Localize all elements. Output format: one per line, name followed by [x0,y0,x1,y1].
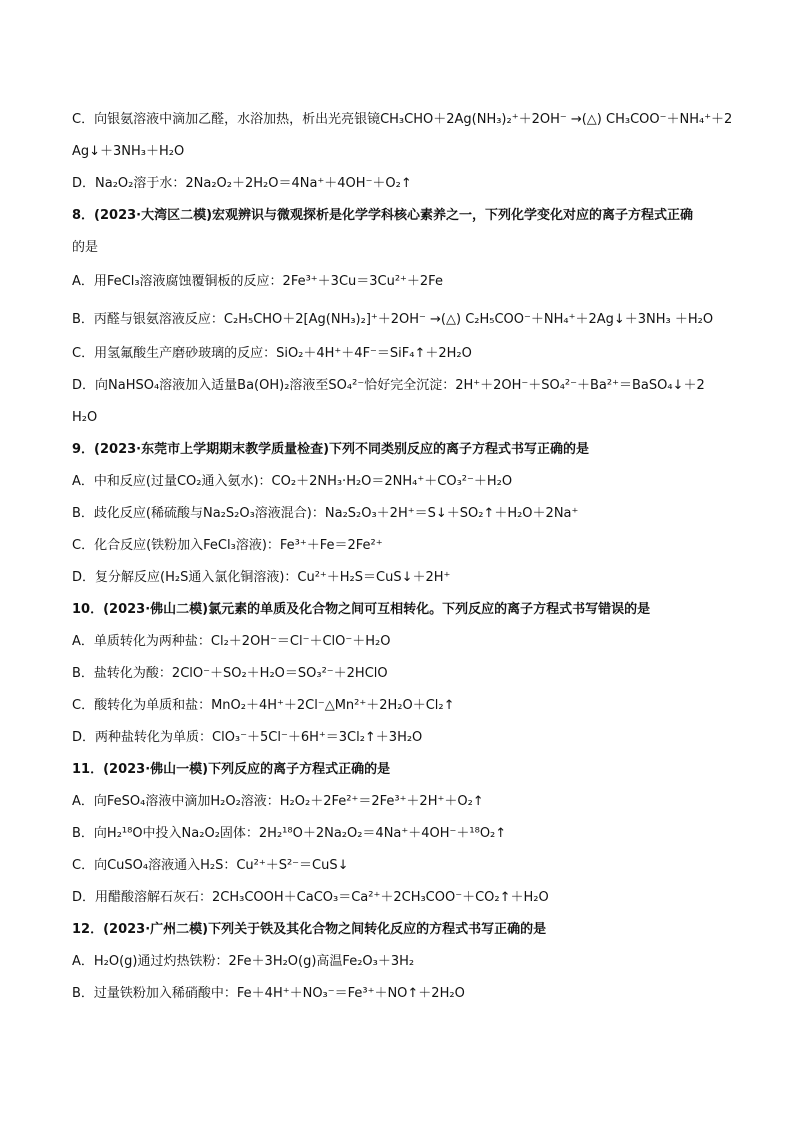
option-b-q12: B．过量铁粉加入稀硝酸中：Fe＋4H⁺＋NO₃⁻＝Fe³⁺＋NO↑＋2H₂O [72,986,465,1001]
option-d-q11: D．用醋酸溶解石灰石：2CH₃COOH＋CaCO₃＝Ca²⁺＋2CH₃COO⁻＋CO₂↑＋H₂O [72,890,549,905]
option-c-q11: C．向CuSO₄溶液通入H₂S：Cu²⁺＋S²⁻＝CuS↓ [72,858,349,873]
option-b-q10: B．盐转化为酸：2ClO⁻＋SO₂＋H₂O＝SO₃²⁻＋2HClO [72,666,388,681]
option-b-q8: B．丙醛与银氨溶液反应：C₂H₅CHO＋2[Ag(NH₃)₂]⁺＋2OH⁻ →(△) C₂H₅COO⁻＋NH₄⁺＋2Ag↓＋3NH₃ ＋H₂O [72,312,714,327]
question-8-cont: 的是 [72,240,99,255]
option-c-q8: C．用氢氟酸生产磨砂玻璃的反应：SiO₂＋4H⁺＋4F⁻＝SiF₄↑＋2H₂O [72,346,472,361]
option-c-q7: C．向银氨溶液中滴加乙醛，水浴加热，析出光亮银镜CH₃CHO＋2Ag(NH₃)₂⁺＋2OH⁻ →(△) CH₃COO⁻＋NH₄⁺＋2 [72,112,733,127]
option-a-q8: A．用FeCl₃溶液腐蚀覆铜板的反应：2Fe³⁺＋3Cu＝3Cu²⁺＋2Fe [72,274,443,289]
option-b-q11: B．向H₂¹⁸O中投入Na₂O₂固体：2H₂¹⁸O＋2Na₂O₂＝4Na⁺＋4OH⁻＋¹⁸O₂↑ [72,826,507,841]
question-11: 11．(2023·佛山一模)下列反应的离子方程式正确的是 [72,762,391,777]
question-12: 12．(2023·广州二模)下列关于铁及其化合物之间转化反应的方程式书写正确的是 [72,922,547,937]
option-c-q7-cont: Ag↓＋3NH₃＋H₂O [72,144,185,159]
option-d-q7: D．Na₂O₂溶于水：2Na₂O₂＋2H₂O＝4Na⁺＋4OH⁻＋O₂↑ [72,176,412,191]
option-b-q9: B．歧化反应(稀硫酸与Na₂S₂O₃溶液混合)：Na₂S₂O₃＋2H⁺＝S↓＋SO₂↑＋H₂O＋2Na⁺ [72,506,579,521]
option-a-q9: A．中和反应(过量CO₂通入氨水)：CO₂＋2NH₃·H₂O＝2NH₄⁺＋CO₃²⁻＋H₂O [72,474,513,489]
option-d-q9: D．复分解反应(H₂S通入氯化铜溶液)：Cu²⁺＋H₂S＝CuS↓＋2H⁺ [72,570,451,585]
option-c-q10: C．酸转化为单质和盐：MnO₂＋4H⁺＋2Cl⁻△Mn²⁺＋2H₂O＋Cl₂↑ [72,698,455,713]
option-a-q11: A．向FeSO₄溶液中滴加H₂O₂溶液：H₂O₂＋2Fe²⁺＝2Fe³⁺＋2H⁺＋O₂↑ [72,794,484,809]
question-10: 10．(2023·佛山二模)氯元素的单质及化合物之间可互相转化。下列反应的离子方程式书写错误的是 [72,602,651,617]
question-8: 8．(2023·大湾区二模)宏观辨识与微观探析是化学学科核心素养之一，下列化学变化对应的离子方程式正确 [72,208,694,223]
option-d-q8: D．向NaHSO₄溶液加入适量Ba(OH)₂溶液至SO₄²⁻恰好完全沉淀：2H⁺＋2OH⁻＋SO₄²⁻＋Ba²⁺＝BaSO₄↓＋2 [72,378,705,393]
option-a-q12: A．H₂O(g)通过灼热铁粉：2Fe＋3H₂O(g)高温Fe₂O₃＋3H₂ [72,954,415,969]
option-d-q8-cont: H₂O [72,410,98,425]
option-a-q10: A．单质转化为两种盐：Cl₂＋2OH⁻＝Cl⁻＋ClO⁻＋H₂O [72,634,391,649]
option-c-q9: C．化合反应(铁粉加入FeCl₃溶液)：Fe³⁺＋Fe＝2Fe²⁺ [72,538,383,553]
question-9: 9．(2023·东莞市上学期期末教学质量检查)下列不同类别反应的离子方程式书写正确的是 [72,442,590,457]
option-d-q10: D．两种盐转化为单质：ClO₃⁻＋5Cl⁻＋6H⁺＝3Cl₂↑＋3H₂O [72,730,423,745]
